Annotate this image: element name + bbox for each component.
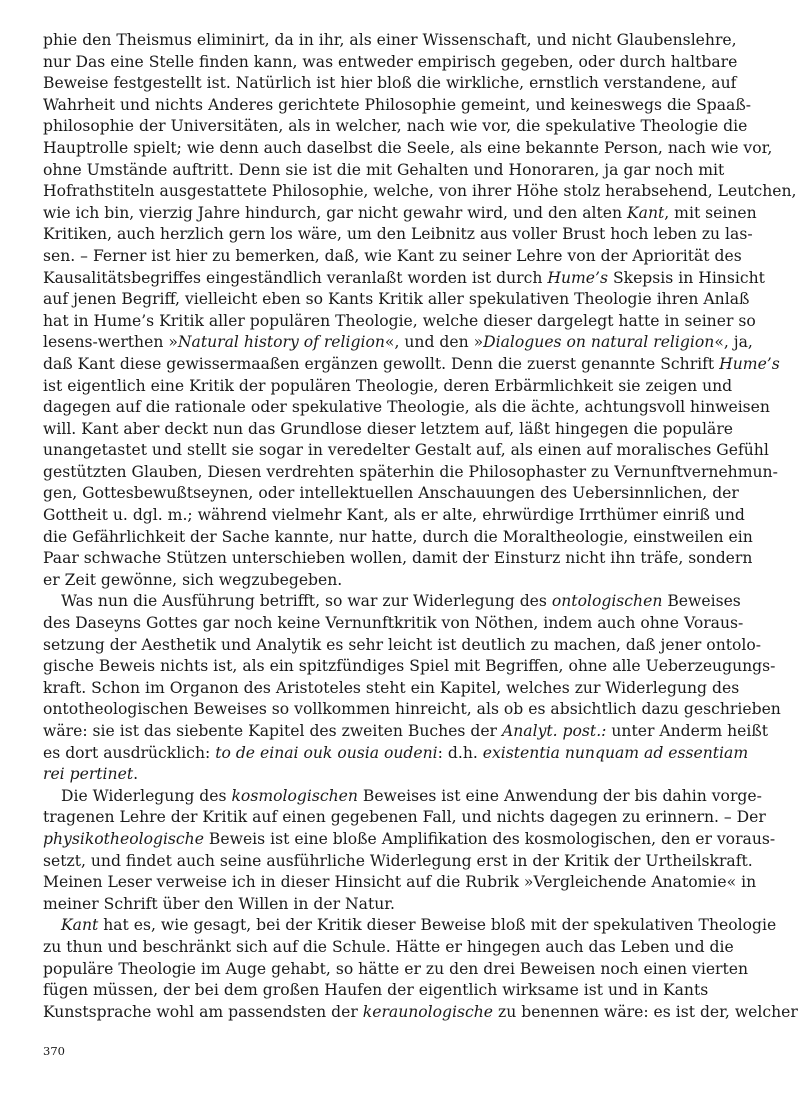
text-span: nur Das eine Stelle finden kann, was entweder empirisch gegeben, oder durch haltbare [43,52,738,71]
text-line [43,311,756,333]
text-span: Meinen Leser verweise ich in dieser Hinsicht auf die Rubrik »Vergleichende Anatomie« in [43,873,757,892]
text-line [43,505,745,527]
text-span: Was nun die Ausführung betrifft, so war zur Widerlegung des [61,592,552,611]
text-line [43,160,725,182]
text-line [43,591,741,613]
italic-text: Hume’s [547,268,608,287]
text-line [43,807,766,829]
text-span: fügen müssen, der bei dem großen Haufen der eigentlich wirksame ist und in Kants [43,981,709,1000]
text-line [43,397,770,419]
text-span: «, ja, [714,333,753,352]
text-span: setzt, und findet auch seine ausführliche Widerlegung erst in der Kritik der Urtheilskraft. [43,851,753,870]
text-line [43,440,769,462]
italic-text: rei pertinet [43,765,134,784]
text-span: Paar schwache Stützen unterschieben wollen, damit der Einsturz nicht ihn träfe, sondern [43,549,753,568]
text-line [43,851,753,873]
text-line [43,872,757,894]
text-span: populäre Theologie im Auge gehabt, so hätte er zu den drei Beweisen noch einen vierten [43,959,749,978]
text-line [43,613,744,635]
text-span: hat es, wie gesagt, bei der Kritik dieser Beweise bloß mit der spekulativen Theologie [98,916,777,935]
italic-text: Kant [61,916,99,935]
text-span: ist eigentlich eine Kritik der populären Theologie, deren Erbärmlichkeit sie zeigen und [43,376,733,395]
text-span: zu benennen wäre: es ist der, welcher [493,1002,798,1021]
text-span: Gottheit u. dgl. m.; während vielmehr Kant, als er alte, ehrwürdige Irrthümer einriß und [43,506,745,525]
text-span: hat in Hume’s Kritik aller populären Theologie, welche dieser dargelegt hatte in seiner so [43,311,756,330]
text-line [43,829,776,851]
text-span: , mit seinen [664,203,757,222]
text-span: Wahrheit und nichts Anderes gerichtete Philosophie gemeint, und keineswegs die Spaaß- [43,95,752,114]
text-span: Beweis ist eine bloße Amplifikation des kosmologischen, den er voraus- [203,829,776,848]
italic-text: Dialogues on natural religion [483,333,715,352]
page-body [43,30,798,1023]
text-span: dagegen auf die rationale oder spekulative Theologie, als die ächte, achtungsvoll hinweisen [43,398,770,417]
text-span: . [133,765,139,784]
text-span: wie ich bin, vierzig Jahre hindurch, gar nicht gewahr wird, und den alten [43,203,627,222]
text-line [43,376,733,398]
text-line [43,721,769,743]
text-span: es dort ausdrücklich: [43,743,216,762]
text-span: unangetastet und stellt sie sogar in veredelter Gestalt auf, als einen auf moralisches Gefühl [43,441,769,460]
paragraph [43,786,776,916]
text-line [43,116,748,138]
paragraph [43,30,797,591]
italic-text: Natural history of religion [177,333,385,352]
text-line [43,786,762,808]
text-span: die Gefährlichkeit der Sache kannte, nur hatte, durch die Moraltheologie, einstweilen ein [43,527,753,546]
text-span: wäre: sie ist das siebente Kapitel des zweiten Buches der [43,722,502,740]
text-line [43,52,738,74]
text-line [43,181,797,203]
text-line [43,635,762,657]
text-line [43,289,750,311]
text-line [43,527,753,549]
text-span: auf jenen Begriff, vielleicht eben so Kants Kritik aller spekulativen Theologie ihren Anlaß [43,290,750,309]
text-line [43,980,709,1002]
text-span: gen, Gottesbewußtseynen, oder intellektuellen Anschauungen des Uebersinnlichen, der [43,484,739,503]
text-line [43,937,734,959]
text-span: Hauptrolle spielt; wie denn auch daselbst die Seele, als eine bekannte Person, nach wie vor, [43,138,773,157]
text-span: philosophie der Universitäten, als in welcher, nach wie vor, die spekulative Theologie die [43,117,748,136]
text-line [43,656,776,678]
italic-text: Kant [627,203,665,222]
text-line [43,894,661,916]
text-line [43,138,773,160]
text-line [43,246,742,268]
text-span: phie den Theismus eliminirt, da in ihr, als einer Wissenschaft, und nicht Glaubenslehre, [43,31,737,49]
italic-text: ontologischen [551,592,663,611]
text-line [43,1002,798,1024]
text-span: ohne Umstände auftritt. Denn sie ist die mit Gehalten und Honoraren, ja gar noch mit [43,160,725,179]
text-line [43,699,781,721]
text-span: meiner Schrift über den Willen in der Natur. [43,894,395,913]
text-span: Skepsis in Hinsicht [607,268,765,287]
text-line [43,30,737,52]
text-span: Kunstsprache wohl am passendsten der [43,1002,363,1021]
paragraph [43,915,798,1023]
text-span: Beweises ist eine Anwendung der bis dahin vorge- [357,786,762,805]
text-span: gestützten Glauben, Diesen verdrehten späterhin die Philosophaster zu Vernunftvernehmun- [43,462,778,481]
text-line [43,419,734,441]
text-span: sen. – Ferner ist hier zu bemerken, daß, wie Kant zu seiner Lehre von der Apriorität des [43,246,742,265]
text-span: setzung der Aesthetik und Analytik es sehr leicht ist deutlich zu machen, daß jener ontolo- [43,635,762,654]
text-line [43,764,661,786]
italic-text: Analyt. post.: [501,722,607,740]
text-line [43,483,739,505]
text-line [43,959,749,981]
text-span: Beweises [662,592,741,611]
text-span: gische Beweis nichts ist, als ein spitzfündiges Spiel mit Begriffen, ohne alle Ueberzeugungs- [43,657,776,676]
text-line [43,332,753,354]
text-span: daß Kant diese gewissermaaßen ergänzen gewollt. Denn die zuerst genannte Schrift [43,354,720,373]
text-span: Kritiken, auch herzlich gern los wäre, um den Leibnitz aus voller Brust hoch leben zu las- [43,225,753,244]
text-span: kraft. Schon im Organon des Aristoteles steht ein Kapitel, welches zur Widerlegung des [43,678,740,697]
text-line [43,268,765,290]
text-line [43,462,778,484]
text-span: Die Widerlegung des [61,786,232,805]
italic-text: kosmologischen [231,786,358,805]
text-line [43,73,737,95]
text-line [43,354,780,376]
italic-text: existentia nunquam ad essentiam [482,743,749,762]
text-span: : d.h. [437,743,483,762]
text-line [43,548,753,570]
text-span: lesens-werthen » [43,333,178,352]
italic-text: physikotheologische [43,829,204,848]
text-line [43,224,753,246]
text-span: ontotheologischen Beweises so vollkommen hinreicht, als ob es absichtlich dazu geschrieben [43,700,781,719]
text-span: des Daseyns Gottes gar noch keine Vernunftkritik von Nöthen, indem auch ohne Voraus- [43,614,744,633]
italic-text: to de einai ouk ousia oudeni [215,743,438,762]
paragraph [43,591,781,785]
text-line [43,203,757,225]
text-span: will. Kant aber deckt nun das Grundlose dieser letztem auf, läßt hingegen die populäre [43,419,734,438]
text-line [43,95,752,117]
text-span: Hofrathstiteln ausgestattete Philosophie, welche, von ihrer Höhe stolz herabsehend, Leutchen, [43,182,797,201]
text-span: «, und den » [384,333,484,352]
text-line [43,915,777,937]
text-span: tragenen Lehre der Kritik auf einen gegebenen Fall, und nichts dagegen zu erinnern. – Der [43,808,766,827]
text-line [43,743,749,765]
text-line [43,678,740,700]
page-number: 370 [43,1044,65,1058]
text-span: zu thun und beschränkt sich auf die Schule. Hätte er hingegen auch das Leben und die [43,937,734,956]
text-line [43,570,661,592]
italic-text: Hume’s [719,354,780,373]
text-span: er Zeit gewönne, sich wegzubegeben. [43,570,343,589]
text-span: Beweise festgestellt ist. Natürlich ist hier bloß die wirkliche, ernstlich verstandene, auf [43,74,737,93]
text-span: Kausalitätsbegriffes eingeständlich veranlaßt worden ist durch [43,268,548,287]
italic-text: keraunologische [362,1002,494,1021]
text-span: unter Anderm heißt [606,722,769,740]
